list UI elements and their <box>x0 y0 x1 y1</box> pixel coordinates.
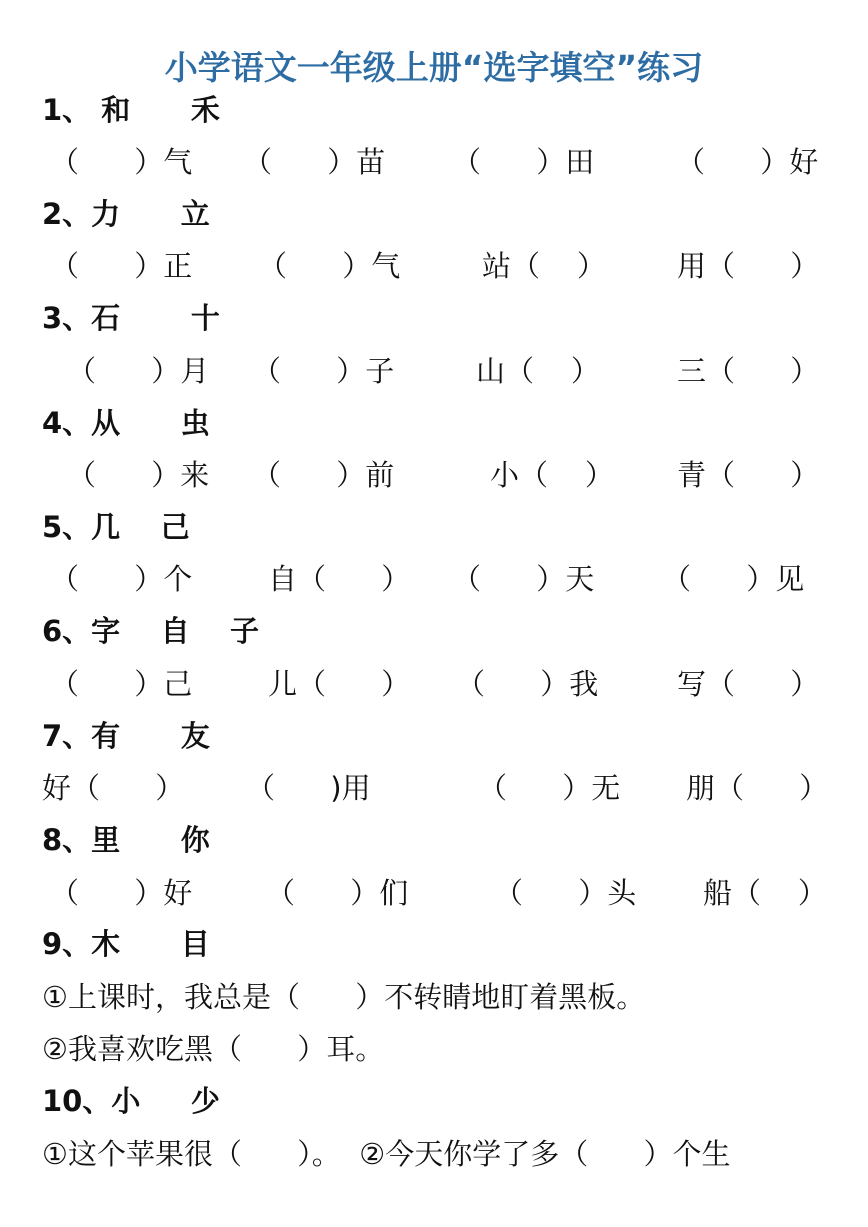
q5-blank-1: （ ）个 <box>50 562 193 596</box>
q8-blank-1: （ ）好 <box>50 876 193 910</box>
q7-blank-3: （ ）无 <box>478 771 621 805</box>
q6-blank-4: 写（ ） <box>677 667 820 701</box>
q2-blank-1: （ ）正 <box>50 249 193 283</box>
q2-blank-2: （ ）气 <box>258 249 401 283</box>
question-5-heading: 5、几 己 <box>42 510 190 544</box>
q8-blank-2: （ ）们 <box>266 876 409 910</box>
q3-blank-3: 山（ ） <box>476 354 600 388</box>
q2-blank-3: 站（ ） <box>482 249 606 283</box>
q6-blank-3: （ ）我 <box>456 667 599 701</box>
q6-blank-1: （ ）己 <box>50 667 193 701</box>
q4-blank-2: （ ）前 <box>252 458 395 492</box>
q6-blank-2: 儿（ ） <box>268 667 411 701</box>
q3-blank-4: 三（ ） <box>677 354 820 388</box>
q10-sentence-1: ①这个苹果很（ ）。 ②今天你学了多（ ）个生 <box>42 1137 731 1171</box>
q1-blank-3: （ ）田 <box>452 145 595 179</box>
question-9-heading: 9、木 目 <box>42 927 210 961</box>
q3-blank-2: （ ）子 <box>252 354 395 388</box>
question-6-heading: 6、字 自 子 <box>42 614 259 648</box>
q8-blank-4: 船（ ） <box>703 876 827 910</box>
q2-blank-4: 用（ ） <box>677 249 820 283</box>
question-2-heading: 2、力 立 <box>42 197 210 231</box>
q7-blank-4: 朋（ ） <box>686 771 829 805</box>
q1-blank-4: （ ）好 <box>676 145 819 179</box>
question-1-heading: 1、 和 禾 <box>42 93 220 127</box>
q9-sentence-1: ①上课时，我总是（ ）不转睛地盯着黑板。 <box>42 980 646 1014</box>
q7-blank-1: 好（ ） <box>42 771 185 805</box>
question-3-heading: 3、石 十 <box>42 301 220 335</box>
question-8-heading: 8、里 你 <box>42 823 210 857</box>
q8-blank-3: （ ）头 <box>494 876 637 910</box>
q7-blank-2: （ )用 <box>246 771 371 805</box>
q1-blank-1: （ ）气 <box>50 145 193 179</box>
q3-blank-1: （ ）月 <box>67 354 210 388</box>
q4-blank-1: （ ）来 <box>67 458 210 492</box>
q4-blank-3: 小（ ） <box>490 458 614 492</box>
q9-sentence-2: ②我喜欢吃黑（ ）耳。 <box>42 1032 385 1066</box>
question-7-heading: 7、有 友 <box>42 719 210 753</box>
worksheet-title: 小学语文一年级上册“选字填空”练习 <box>164 48 704 87</box>
question-10-heading: 10、小 少 <box>42 1084 220 1118</box>
q5-blank-3: （ ）天 <box>452 562 595 596</box>
q4-blank-4: 青（ ） <box>677 458 820 492</box>
q5-blank-2: 自（ ） <box>268 562 411 596</box>
q5-blank-4: （ ）见 <box>662 562 805 596</box>
question-4-heading: 4、从 虫 <box>42 406 210 440</box>
q1-blank-2: （ ）苗 <box>243 145 386 179</box>
